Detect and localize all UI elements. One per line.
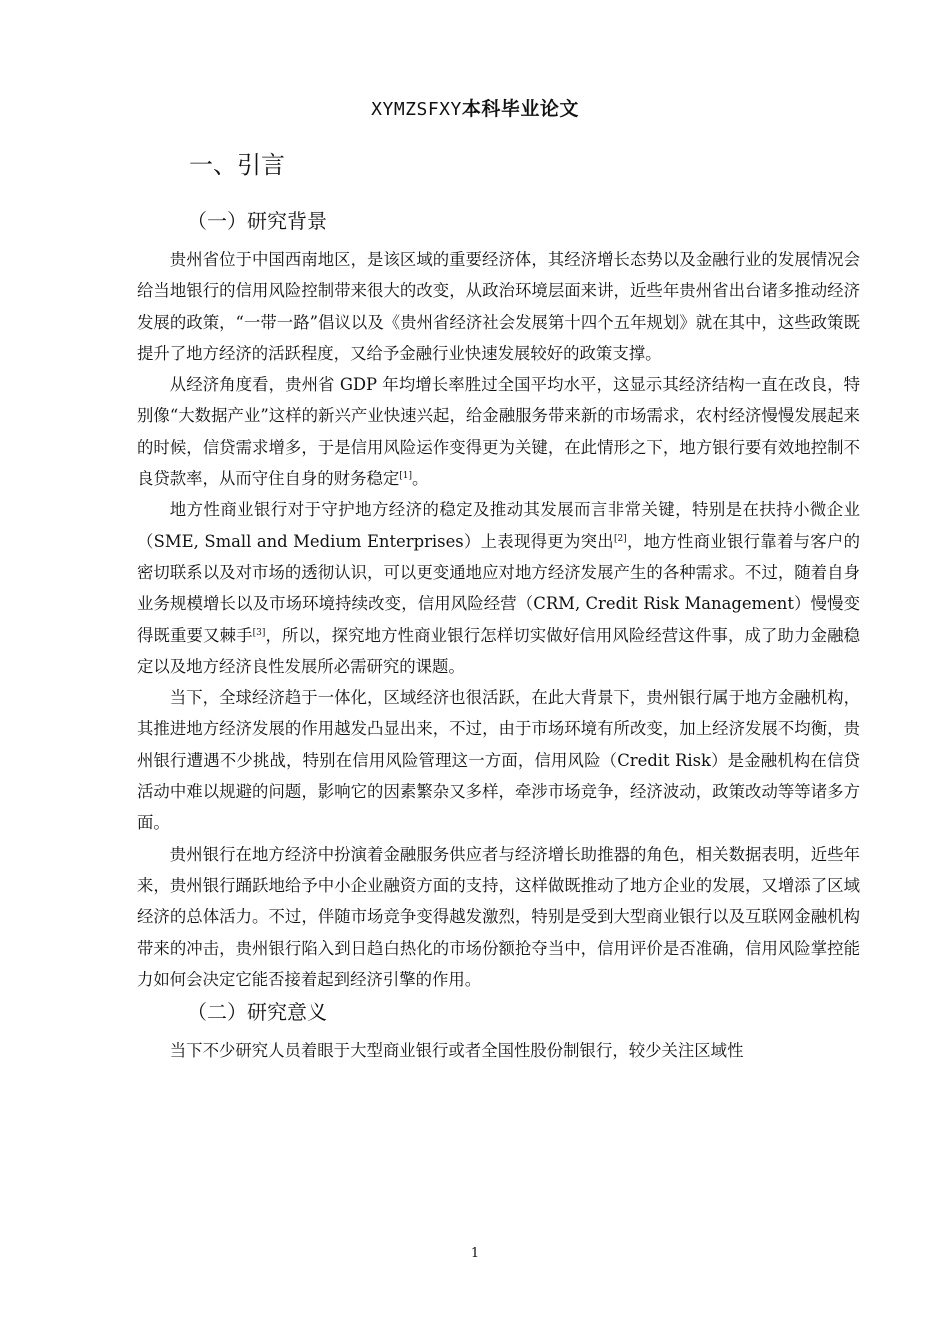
paragraph: 贵州银行在地方经济中扮演着金融服务供应者与经济增长助推器的角色，相关数据表明，近些年来，贵州银行踊跃地给予中小企业融资方面的支持，这样做既推动了地方企业的发展，又增添了区域经济的总体活力。不过，伴随市场竞争变得越发激烈，特别是受到大型商业银行以及互联网金融机构带来的冲击，贵州银行陷入到日趋白热化的市场份额抢夺当中，信用评价是否准确，信用风险掌控能力如何会决定它能否接着起到经济引擎的作用。 <box>137 844 860 989</box>
paragraph: 地方性商业银行对于守护地方经济的稳定及推动其发展而言非常关键，特别是在扶持小微企业（SME, Small and Medium Enterprises）上表现得更为突出[2]，地方性商业银行靠着与客户的密切联系以及对市场的透彻认识，可以更变通地应对地方经济发展产生的各种需求。不过，随着自身业务规模增长以及市场环境持续改变，信用风险经营（CRM, Credit Risk Management）慢慢变得既重要又棘手[3]，所以，探究地方性商业银行怎样切实做好信用风险经营这件事，成了助力金融稳定以及地方经济良性发展所必需研究的课题。 <box>137 500 861 676</box>
section-title: 一、引言 <box>189 151 285 179</box>
subsection-title-background: （一）研究背景 <box>187 209 327 233</box>
paragraph: 当下，全球经济趋于一体化，区域经济也很活跃，在此大背景下，贵州银行属于地方金融机构，其推进地方经济发展的作用越发凸显出来，不过，由于市场环境有所改变，加上经济发展不均衡，贵州银行遭遇不少挑战，特别在信用风险管理这一方面，信用风险（Credit Risk）是金融机构在信贷活动中难以规避的问题，影响它的因素繁杂又多样，牵涉市场竞争，经济波动，政策改动等等诸多方面。 <box>137 688 860 833</box>
citation: [3] <box>252 627 266 638</box>
header-code: XYMZSFXY <box>371 99 462 120</box>
paragraph: 当下不少研究人员着眼于大型商业银行或者全国性股份制银行，较少关注区域性 <box>169 1041 744 1061</box>
page-number: 1 <box>470 1246 480 1261</box>
subsection-title-significance: （二）研究意义 <box>187 1000 327 1025</box>
citation: [1] <box>399 471 412 482</box>
document-body <box>137 148 860 1066</box>
header-title: 本科毕业论文 <box>461 98 579 120</box>
page-header <box>0 94 950 121</box>
citation: [2] <box>613 533 627 544</box>
paragraph: 贵州省位于中国西南地区，是该区域的重要经济体，其经济增长态势以及金融行业的发展情况会给当地银行的信用风险控制带来很大的改变，从政治环境层面来讲，近些年贵州省出台诸多推动经济发展的政策，“一带一路”倡议以及《贵州省经济社会发展第十四个五年规划》就在其中，这些政策既提升了地方经济的活跃程度，又给予金融行业快速发展较好的政策支撑。 <box>137 250 860 363</box>
paragraph: 从经济角度看，贵州省 GDP 年均增长率胜过全国平均水平，这显示其经济结构一直在改良，特别像“大数据产业”这样的新兴产业快速兴起，给金融服务带来新的市场需求，农村经济慢慢发展起来的时候，信贷需求增多，于是信用风险运作变得更为关键，在此情形之下，地方银行要有效地控制不良贷款率，从而守住自身的财务稳定[1]。 <box>137 375 860 489</box>
